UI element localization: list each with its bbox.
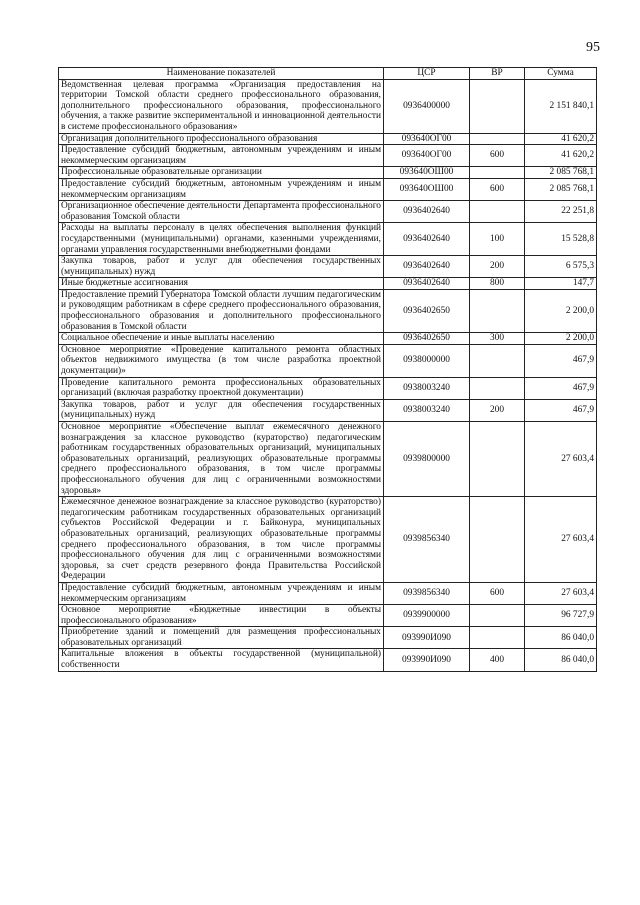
table-row — [59, 627, 597, 649]
row-csr: 0939856340 — [384, 497, 470, 583]
row-sum: 2 151 840,1 — [525, 79, 597, 133]
row-vr: 600 — [470, 145, 525, 167]
table-row — [59, 289, 597, 332]
row-sum: 2 200,0 — [525, 333, 597, 345]
row-sum: 15 528,8 — [525, 223, 597, 256]
table-row — [59, 649, 597, 671]
row-sum: 2 085 768,1 — [525, 167, 597, 179]
table-row — [59, 278, 597, 290]
row-sum: 2 085 768,1 — [525, 178, 597, 200]
table-row — [59, 256, 597, 278]
row-vr: 200 — [470, 256, 525, 278]
row-name: Иные бюджетные ассигнования — [59, 278, 384, 290]
row-sum: 22 251,8 — [525, 201, 597, 223]
table-row — [59, 377, 597, 399]
header-name: Наименование показателей — [59, 68, 384, 80]
row-vr — [470, 422, 525, 497]
row-csr: 0938000000 — [384, 344, 470, 377]
row-name: Приобретение зданий и помещений для размещения профессиональных образовательных организаций — [59, 627, 384, 649]
row-name: Закупка товаров, работ и услуг для обеспечения государственных (муниципальных) нужд — [59, 399, 384, 421]
row-sum: 467,9 — [525, 344, 597, 377]
row-name: Основное мероприятие «Обеспечение выплат ежемесячного денежного вознаграждения за классное руководство (кураторство) педагогическим работникам государственных образовательных организаций, муниципальных образовательных организаций, реализующих образовательные программы среднего профессионального образования, в том числе программы профессионального обучения для лиц с ограниченными возможностями здоровья» — [59, 422, 384, 497]
row-name: Основное мероприятие «Проведение капитального ремонта областных объектов недвижимого имущества (в том числе разработка проектной документации)» — [59, 344, 384, 377]
row-csr: 093640ОШ00 — [384, 167, 470, 179]
table-row — [59, 79, 597, 133]
row-name: Профессиональные образовательные организации — [59, 167, 384, 179]
row-name: Предоставление премий Губернатора Томской области лучшим педагогическим и руководящим работникам в сфере среднего профессионального образования, профессионального образования и дополнительного профессионального образования в Томской области — [59, 289, 384, 332]
row-csr: 093640ОГ00 — [384, 133, 470, 145]
table-row — [59, 333, 597, 345]
table-row — [59, 167, 597, 179]
row-csr: 093640ОШ00 — [384, 178, 470, 200]
table-row — [59, 223, 597, 256]
row-name: Капитальные вложения в объекты государственной (муниципальной) собственности — [59, 649, 384, 671]
row-vr: 100 — [470, 223, 525, 256]
row-vr: 200 — [470, 399, 525, 421]
row-name: Организационное обеспечение деятельности Департамента профессионального образования Томской области — [59, 201, 384, 223]
row-csr: 0938003240 — [384, 377, 470, 399]
row-vr — [470, 377, 525, 399]
row-csr: 0936402640 — [384, 201, 470, 223]
header-vr: ВР — [470, 68, 525, 80]
row-csr: 0936402650 — [384, 289, 470, 332]
budget-table — [58, 67, 597, 672]
row-vr — [470, 497, 525, 583]
row-csr: 093990И090 — [384, 627, 470, 649]
row-name: Ежемесячное денежное вознаграждение за классное руководство (кураторство) педагогическим работникам государственных образовательных организаций субъектов Российской Федерации и г. Байконура, муниципальных образовательных организаций, реализующих образовательные программы среднего профессионального образования, в том числе программы профессионального обучения для лиц с ограниченными возможностями здоровья, за счет средств резервного фонда Правительства Российской Федерации — [59, 497, 384, 583]
table-row — [59, 605, 597, 627]
table-row — [59, 422, 597, 497]
header-sum: Сумма — [525, 68, 597, 80]
table-header-row — [59, 68, 597, 80]
row-csr: 0936402650 — [384, 333, 470, 345]
row-csr: 0939900000 — [384, 605, 470, 627]
row-sum: 467,9 — [525, 377, 597, 399]
row-name: Основное мероприятие «Бюджетные инвестиции в объекты профессионального образования» — [59, 605, 384, 627]
row-sum: 27 603,4 — [525, 582, 597, 604]
page-number: 95 — [586, 40, 600, 55]
row-name: Предоставление субсидий бюджетным, автономным учреждениям и иным некоммерческим организациям — [59, 145, 384, 167]
row-sum: 2 200,0 — [525, 289, 597, 332]
row-sum: 41 620,2 — [525, 145, 597, 167]
row-sum: 86 040,0 — [525, 627, 597, 649]
row-vr: 600 — [470, 178, 525, 200]
row-csr: 0939856340 — [384, 582, 470, 604]
row-csr: 0938003240 — [384, 399, 470, 421]
table-row — [59, 582, 597, 604]
row-sum: 27 603,4 — [525, 422, 597, 497]
row-vr — [470, 201, 525, 223]
row-vr — [470, 167, 525, 179]
row-name: Предоставление субсидий бюджетным, автономным учреждениям и иным некоммерческим организациям — [59, 178, 384, 200]
row-csr: 0936400000 — [384, 79, 470, 133]
row-sum: 467,9 — [525, 399, 597, 421]
row-sum: 27 603,4 — [525, 497, 597, 583]
row-vr: 800 — [470, 278, 525, 290]
row-csr: 0936402640 — [384, 278, 470, 290]
row-name: Предоставление субсидий бюджетным, автономным учреждениям и иным некоммерческим организациям — [59, 582, 384, 604]
row-sum: 96 727,9 — [525, 605, 597, 627]
row-sum: 86 040,0 — [525, 649, 597, 671]
row-name: Социальное обеспечение и иные выплаты населению — [59, 333, 384, 345]
row-csr: 0936402640 — [384, 256, 470, 278]
row-name: Организация дополнительного профессионального образования — [59, 133, 384, 145]
row-vr — [470, 605, 525, 627]
row-name: Расходы на выплаты персоналу в целях обеспечения выполнения функций государственными (муниципальными) органами, казенными учреждениями, органами управления государственными внебюджетными фондами — [59, 223, 384, 256]
row-sum: 6 575,3 — [525, 256, 597, 278]
row-csr: 0939800000 — [384, 422, 470, 497]
row-csr: 0936402640 — [384, 223, 470, 256]
table-row — [59, 178, 597, 200]
row-vr — [470, 79, 525, 133]
row-name: Проведение капитального ремонта профессиональных образовательных организаций (включая разработку проектной документации) — [59, 377, 384, 399]
row-vr — [470, 344, 525, 377]
row-name: Закупка товаров, работ и услуг для обеспечения государственных (муниципальных) нужд — [59, 256, 384, 278]
table-row — [59, 344, 597, 377]
row-name: Ведомственная целевая программа «Организация предоставления на территории Томской области среднего профессионального образования, дополнительного профессионального образования, профессионального обучения, а также развитие экспериментальной и инновационной деятельности в системе профессионального образования» — [59, 79, 384, 133]
table-row — [59, 201, 597, 223]
row-vr — [470, 133, 525, 145]
row-vr: 400 — [470, 649, 525, 671]
row-vr — [470, 627, 525, 649]
row-csr: 093990И090 — [384, 649, 470, 671]
row-sum: 147,7 — [525, 278, 597, 290]
table-row — [59, 399, 597, 421]
row-csr: 093640ОГ00 — [384, 145, 470, 167]
table-row — [59, 145, 597, 167]
table-row — [59, 133, 597, 145]
row-vr: 300 — [470, 333, 525, 345]
table-row — [59, 497, 597, 583]
row-sum: 41 620,2 — [525, 133, 597, 145]
header-csr: ЦСР — [384, 68, 470, 80]
row-vr — [470, 289, 525, 332]
row-vr: 600 — [470, 582, 525, 604]
